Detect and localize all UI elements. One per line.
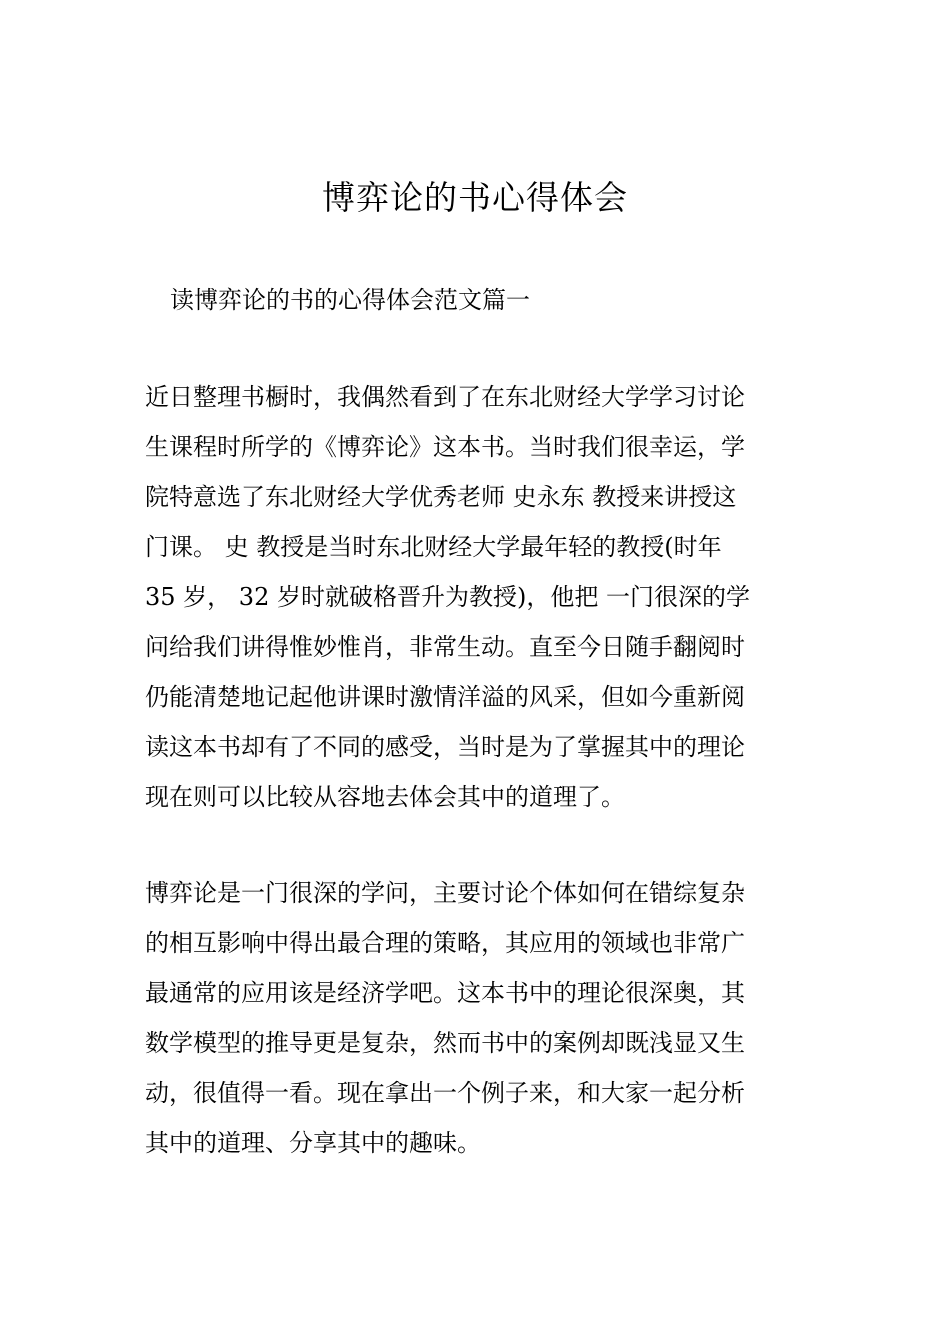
document-title: 博弈论的书心得体会 bbox=[322, 178, 628, 217]
paragraph-line: 动，很值得一看。现在拿出一个例子来，和大家一起分析 bbox=[145, 1079, 745, 1107]
paragraph-line: 门课。 史 教授是当时东北财经大学最年轻的教授(时年 bbox=[145, 533, 722, 561]
paragraph-line: 院特意选了东北财经大学优秀老师 史永东 教授来讲授这 bbox=[145, 483, 737, 511]
paragraph-line: 其中的道理、分享其中的趣味。 bbox=[145, 1129, 481, 1157]
paragraph-line: 的相互影响中得出最合理的策略，其应用的领域也非常广 bbox=[145, 929, 745, 957]
paragraph-line: 最通常的应用该是经济学吧。这本书中的理论很深奥，其 bbox=[145, 979, 745, 1007]
paragraph-1 bbox=[145, 372, 810, 822]
paragraph-line: 博弈论是一门很深的学问，主要讨论个体如何在错综复杂 bbox=[145, 879, 745, 907]
paragraph-2 bbox=[145, 868, 810, 1168]
paragraph-line: 现在则可以比较从容地去体会其中的道理了。 bbox=[145, 783, 625, 811]
paragraph-line: 数学模型的推导更是复杂，然而书中的案例却既浅显又生 bbox=[145, 1029, 745, 1057]
paragraph-line: 问给我们讲得惟妙惟肖，非常生动。直至今日随手翻阅时 bbox=[145, 633, 745, 661]
paragraph-line: 仍能清楚地记起他讲课时激情洋溢的风采，但如今重新阅 bbox=[145, 683, 745, 711]
paragraph-line: 生课程时所学的《博弈论》这本书。当时我们很幸运，学 bbox=[145, 433, 745, 461]
paragraph-line: 读这本书却有了不同的感受，当时是为了掌握其中的理论 bbox=[145, 733, 745, 761]
document-subtitle: 读博弈论的书的心得体会范文篇一 bbox=[170, 286, 530, 314]
paragraph-line: 35 岁， 32 岁时就破格晋升为教授)，他把 一门很深的学 bbox=[145, 583, 750, 611]
paragraph-line: 近日整理书橱时，我偶然看到了在东北财经大学学习讨论 bbox=[145, 383, 745, 411]
